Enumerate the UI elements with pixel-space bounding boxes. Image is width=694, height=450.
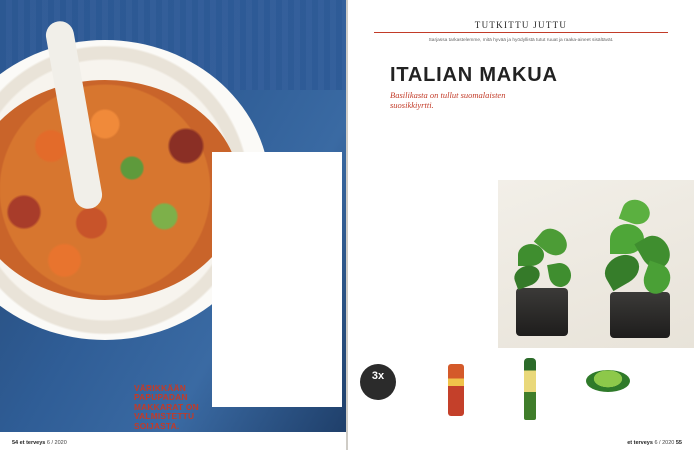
section-subtitle: Sarjassa tarkastelemme, mitä hyvää ja hyödyllistä tutut ruuat ja raaka-aineet sisältävät. [428,38,614,43]
oil-bottle-image [524,358,536,420]
magazine-name-right: et terveys [627,440,653,446]
right-page [348,0,694,450]
pasta-sauce-jar-image [448,364,464,416]
page-number-left: 54 [12,440,19,446]
basil-leaf [511,262,542,290]
product-pasta-sauce [402,356,446,357]
badge-number: 3x [371,370,385,382]
left-page [0,0,346,450]
article-column-2 [428,115,488,250]
article-title: ITALIAN MAKUA [390,64,558,86]
article-lede: Basilikasta on tullut suomalaisten suosikkiyrtti. [390,90,506,110]
product-spread [544,356,580,357]
footer-right [627,440,682,446]
page-number-right: 55 [675,440,682,446]
three-products-badge [360,364,396,400]
product-oil [470,356,520,357]
product-band [360,356,682,428]
issue-left: 6 / 2020 [46,440,67,446]
basil-pot-left [516,288,568,336]
footer-left [12,440,67,446]
section-label: TUTKITTU JUTTU [474,20,568,30]
article-column-1 [360,115,420,345]
basil-photo [498,180,694,348]
basil-leaf [547,261,573,288]
pull-quote: VÄRIKKÄÄN PAPUPADAN MAKKARAT ON VALMISTETTU SOIJASTA. [134,383,199,431]
magazine-name-left: et terveys [19,440,46,446]
section-rule [374,32,668,33]
issue-right: 6 / 2020 [654,440,675,446]
basil-leaf [599,249,644,291]
recipe-card [212,152,342,407]
spread-tub-image [586,370,630,392]
basil-pot-right [610,292,670,338]
